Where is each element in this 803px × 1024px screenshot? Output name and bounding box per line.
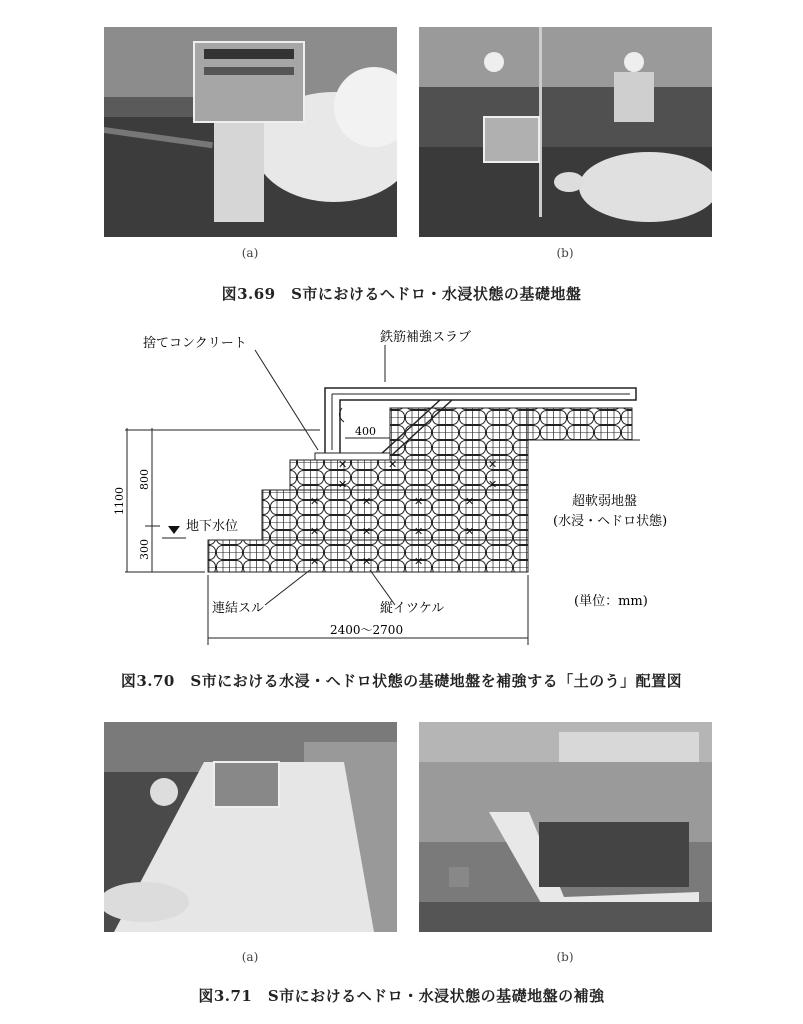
label-vertical: 縦イツケル [380,601,445,616]
svg-text:✕: ✕ [465,525,475,538]
fig370-diagram [0,320,803,660]
dim-800: 800 [138,469,151,490]
label-reinforced-slab: 鉄筋補強スラブ [380,330,472,345]
svg-text:✕: ✕ [338,478,348,491]
svg-text:✕: ✕ [362,525,372,538]
fig369-caption: 図3.69 S市におけるヘドロ・水浸状態の基礎地盤 [221,285,582,303]
photo-371a [104,722,397,932]
fig371-label-a: (a) [241,950,259,964]
svg-text:✕: ✕ [338,458,348,471]
dim-400: 400 [355,425,376,438]
label-connect: 連結スル [212,601,265,616]
svg-text:✕: ✕ [310,555,320,568]
photo-371b [419,722,712,932]
photo-371a-image [104,722,397,932]
label-soft-ground: 超軟弱地盤 [572,494,638,509]
label-unit: (単位：mm) [574,594,648,609]
sandbag-row-4 [390,408,528,460]
svg-text:✕: ✕ [488,478,498,491]
fig370-caption: 図3.70 S市における水浸・ヘドロ状態の基礎地盤を補強する「土のう」配置図 [120,672,683,690]
svg-text:✕: ✕ [414,555,424,568]
water-level-marker [168,526,180,534]
photo-369a-image [104,27,397,237]
dim-300: 300 [138,539,151,560]
svg-text:✕: ✕ [414,525,424,538]
sandbag-row-2 [262,490,528,540]
svg-text:✕: ✕ [310,495,320,508]
label-groundwater: 地下水位 [186,519,239,534]
photo-369b [419,27,712,237]
photo-369a [104,27,397,237]
fig371-caption: 図3.71 S市におけるヘドロ・水浸状態の基礎地盤の補強 [198,987,605,1005]
photo-369b-image [419,27,712,237]
sandbag-row-5 [528,408,632,440]
svg-text:✕: ✕ [388,458,398,471]
lean-concrete [315,453,390,460]
svg-text:✕: ✕ [465,495,475,508]
photo-371b-image [419,722,712,932]
dim-width: 2400〜2700 [330,623,404,637]
svg-text:✕: ✕ [310,525,320,538]
label-lean-concrete: 捨てコンクリート [143,336,247,351]
fig371-label-b: (b) [556,950,574,964]
svg-text:✕: ✕ [414,495,424,508]
label-soft-ground-2: (水浸・ヘドロ状態) [553,514,668,529]
fig369-label-a: (a) [241,246,259,260]
svg-text:✕: ✕ [362,495,372,508]
svg-text:✕: ✕ [488,458,498,471]
dim-1100: 1100 [113,487,126,515]
svg-text:✕: ✕ [362,555,372,568]
fig369-label-b: (b) [556,246,574,260]
